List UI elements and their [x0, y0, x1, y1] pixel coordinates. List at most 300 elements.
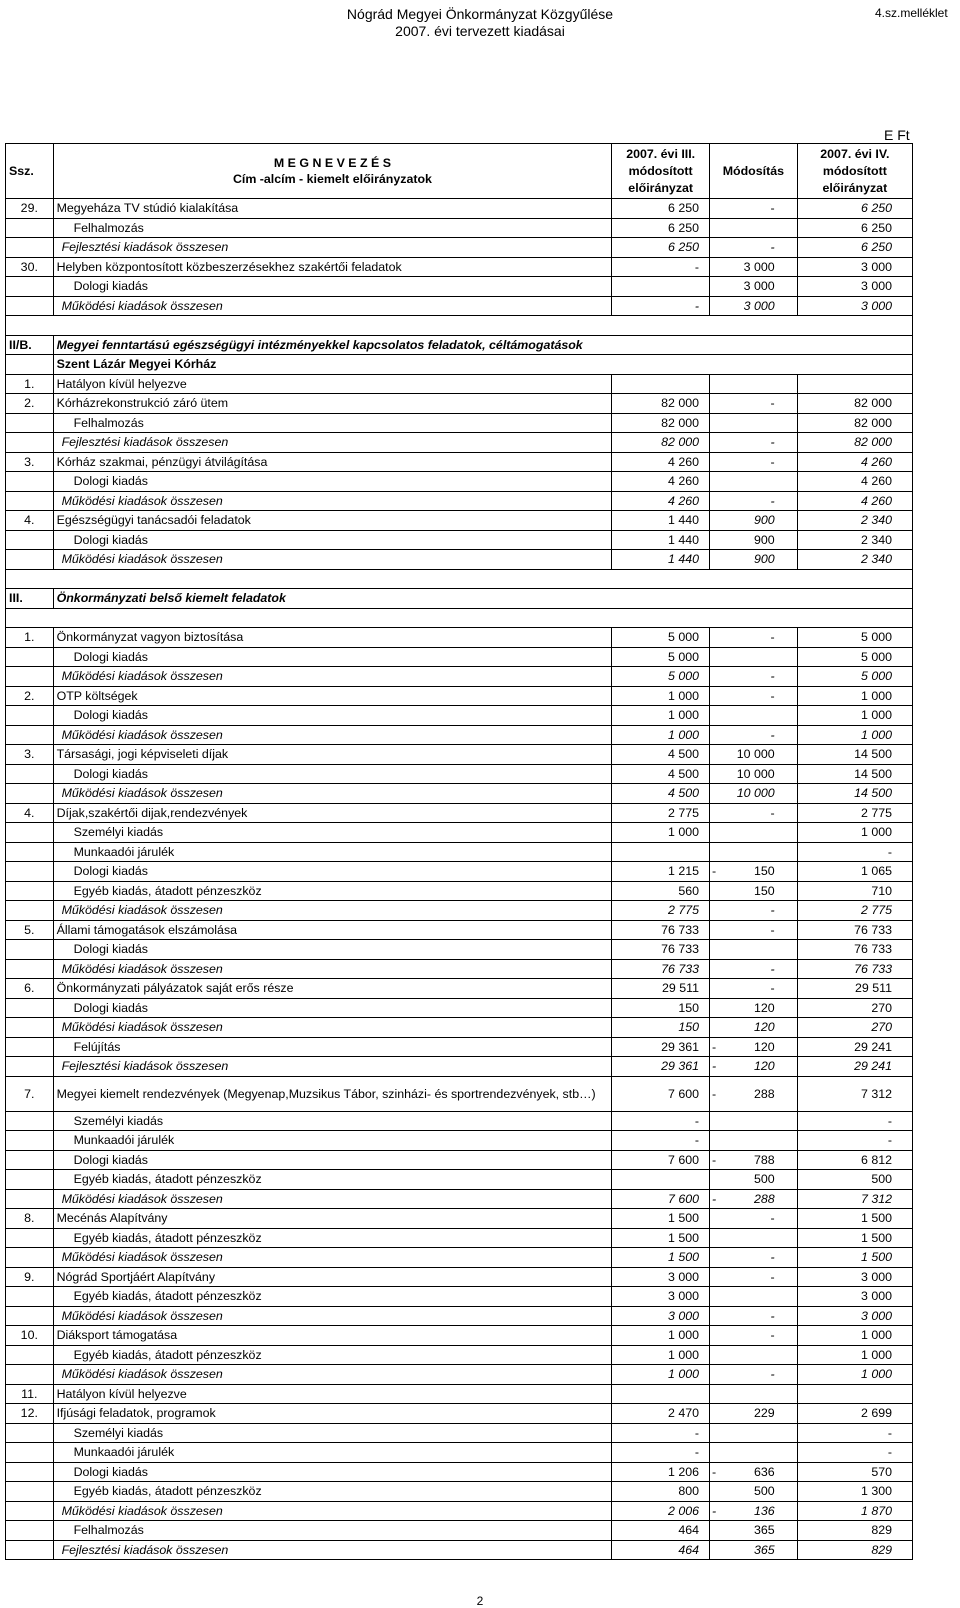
- item-name: Munkaadói járulék: [53, 1443, 612, 1463]
- item-name: Működési kiadások összesen: [53, 725, 612, 745]
- value-prev-estimate: 7 600: [612, 1150, 710, 1170]
- value-new-estimate: 3 000: [797, 277, 912, 297]
- value-prev-estimate: 5 000: [612, 647, 710, 667]
- value-prev-estimate: 1 000: [612, 823, 710, 843]
- modification-sign: -: [710, 1501, 728, 1521]
- subtotal-row: [6, 1365, 913, 1385]
- row-number: [6, 277, 54, 297]
- item-row: [6, 394, 913, 414]
- row-number: [6, 940, 54, 960]
- item-name: Önkormányzati pályázatok saját erős része: [53, 979, 612, 999]
- row-number: [6, 1131, 54, 1151]
- value-modification: 900: [727, 511, 797, 531]
- value-modification: -: [727, 979, 797, 999]
- row-number: [6, 881, 54, 901]
- item-row: [6, 1209, 913, 1229]
- section-header-row: [6, 589, 913, 609]
- modification-sign: [710, 1170, 728, 1190]
- item-name: Felhalmozás: [53, 218, 612, 238]
- modification-sign: [710, 803, 728, 823]
- value-new-estimate: 1 000: [797, 1326, 912, 1346]
- modification-sign: [710, 1267, 728, 1287]
- item-name: Helyben központosított közbeszerzésekhez szakértői feladatok: [53, 257, 612, 277]
- value-new-estimate: 1 000: [797, 1365, 912, 1385]
- modification-sign: [710, 1384, 728, 1404]
- modification-sign: [710, 1209, 728, 1229]
- subtotal-row: [6, 238, 913, 258]
- row-number: 3.: [6, 745, 54, 765]
- item-name: Személyi kiadás: [53, 1423, 612, 1443]
- row-number: [6, 1057, 54, 1077]
- item-row: [6, 1267, 913, 1287]
- modification-sign: [710, 1345, 728, 1365]
- subtotal-row: [6, 667, 913, 687]
- modification-sign: -: [710, 1057, 728, 1077]
- value-modification: 900: [727, 550, 797, 570]
- subtotal-row: [6, 550, 913, 570]
- column-header-prev-estimate: [612, 144, 710, 199]
- value-prev-estimate: 1 000: [612, 706, 710, 726]
- value-new-estimate: 1 500: [797, 1228, 912, 1248]
- value-new-estimate: [797, 374, 912, 394]
- value-new-estimate: 76 733: [797, 940, 912, 960]
- modification-sign: -: [710, 1037, 728, 1057]
- value-prev-estimate: -: [612, 1443, 710, 1463]
- header-line: módosított: [822, 163, 887, 178]
- spacer-row: [6, 569, 913, 589]
- value-modification: -: [727, 394, 797, 414]
- item-name: Dologi kiadás: [53, 862, 612, 882]
- modification-sign: [710, 1131, 728, 1151]
- value-modification: 500: [727, 1482, 797, 1502]
- item-name: Személyi kiadás: [53, 1111, 612, 1131]
- subtotal-row: [6, 1540, 913, 1560]
- item-name: Dologi kiadás: [53, 1462, 612, 1482]
- item-name: Működési kiadások összesen: [53, 667, 612, 687]
- modification-sign: [710, 530, 728, 550]
- value-prev-estimate: 800: [612, 1482, 710, 1502]
- value-new-estimate: 1 000: [797, 686, 912, 706]
- row-number: [6, 472, 54, 492]
- item-name: Állami támogatások elszámolása: [53, 920, 612, 940]
- value-new-estimate: 1 300: [797, 1482, 912, 1502]
- item-name: Díjak,szakértői dijak,rendezvények: [53, 803, 612, 823]
- value-prev-estimate: 4 260: [612, 491, 710, 511]
- header-line: módosított: [628, 163, 693, 178]
- document-subtitle: 2007. évi tervezett kiadásai: [395, 23, 565, 39]
- item-name: Fejlesztési kiadások összesen: [53, 433, 612, 453]
- subtotal-row: [6, 1306, 913, 1326]
- subtotal-row: [6, 784, 913, 804]
- section-number: [6, 355, 54, 375]
- row-number: 7.: [6, 1076, 54, 1111]
- row-number: [6, 1248, 54, 1268]
- modification-sign: -: [710, 1076, 728, 1111]
- modification-sign: [710, 394, 728, 414]
- row-number: [6, 901, 54, 921]
- value-prev-estimate: 1 500: [612, 1228, 710, 1248]
- column-header-ssz: Ssz.: [6, 144, 54, 199]
- section-header-row: [6, 355, 913, 375]
- modification-sign: [710, 413, 728, 433]
- row-number: [6, 530, 54, 550]
- item-row: [6, 745, 913, 765]
- value-prev-estimate: 1 440: [612, 530, 710, 550]
- value-modification: 3 000: [727, 296, 797, 316]
- value-modification: -: [727, 238, 797, 258]
- value-new-estimate: 4 260: [797, 452, 912, 472]
- value-prev-estimate: 2 775: [612, 901, 710, 921]
- column-header-modification: Módosítás: [710, 144, 798, 199]
- line-item-row: [6, 862, 913, 882]
- value-modification: -: [727, 901, 797, 921]
- line-item-row: [6, 1462, 913, 1482]
- value-modification: -: [727, 686, 797, 706]
- value-prev-estimate: 76 733: [612, 940, 710, 960]
- value-prev-estimate: -: [612, 1423, 710, 1443]
- value-new-estimate: 3 000: [797, 1287, 912, 1307]
- item-row: [6, 920, 913, 940]
- line-item-row: [6, 1521, 913, 1541]
- value-prev-estimate: [612, 1170, 710, 1190]
- value-prev-estimate: 4 260: [612, 452, 710, 472]
- value-modification: [727, 1228, 797, 1248]
- modification-sign: [710, 725, 728, 745]
- item-name: Működési kiadások összesen: [53, 1248, 612, 1268]
- item-name: Hatályon kívül helyezve: [53, 374, 612, 394]
- item-name: Megyei kiemelt rendezvények (Megyenap,Muzsikus Tábor, szinházi- és sportrendezvények, stb…): [53, 1076, 612, 1111]
- value-new-estimate: 3 000: [797, 257, 912, 277]
- item-name: Egészségügyi tanácsadói feladatok: [53, 511, 612, 531]
- row-number: [6, 1540, 54, 1560]
- modification-sign: [710, 1540, 728, 1560]
- value-prev-estimate: 6 250: [612, 238, 710, 258]
- value-modification: 365: [727, 1521, 797, 1541]
- value-new-estimate: 5 000: [797, 647, 912, 667]
- value-modification: 120: [727, 1057, 797, 1077]
- value-modification: -: [727, 433, 797, 453]
- value-modification: 3 000: [727, 257, 797, 277]
- item-name: Dologi kiadás: [53, 530, 612, 550]
- item-name: Dologi kiadás: [53, 706, 612, 726]
- modification-sign: [710, 940, 728, 960]
- item-name: Fejlesztési kiadások összesen: [53, 1540, 612, 1560]
- value-modification: [727, 1384, 797, 1404]
- item-name: Működési kiadások összesen: [53, 1306, 612, 1326]
- value-new-estimate: 2 775: [797, 803, 912, 823]
- row-number: [6, 998, 54, 1018]
- value-prev-estimate: 7 600: [612, 1076, 710, 1111]
- value-new-estimate: 29 511: [797, 979, 912, 999]
- value-modification: -: [727, 199, 797, 219]
- table-header-row: [6, 144, 913, 199]
- value-new-estimate: 82 000: [797, 433, 912, 453]
- value-modification: [727, 823, 797, 843]
- value-new-estimate: 1 000: [797, 725, 912, 745]
- modification-sign: [710, 1306, 728, 1326]
- value-new-estimate: 270: [797, 998, 912, 1018]
- row-number: [6, 862, 54, 882]
- modification-sign: [710, 433, 728, 453]
- item-row: [6, 1076, 913, 1111]
- value-prev-estimate: 1 000: [612, 1326, 710, 1346]
- value-modification: [727, 1423, 797, 1443]
- item-row: [6, 452, 913, 472]
- value-prev-estimate: [612, 374, 710, 394]
- value-modification: 288: [727, 1189, 797, 1209]
- row-number: [6, 1443, 54, 1463]
- modification-sign: [710, 784, 728, 804]
- value-new-estimate: 1 870: [797, 1501, 912, 1521]
- modification-sign: -: [710, 1462, 728, 1482]
- value-modification: 136: [727, 1501, 797, 1521]
- line-item-row: [6, 940, 913, 960]
- value-new-estimate: 2 340: [797, 530, 912, 550]
- modification-sign: [710, 1228, 728, 1248]
- value-modification: 10 000: [727, 764, 797, 784]
- item-name: Munkaadói járulék: [53, 1131, 612, 1151]
- modification-sign: [710, 374, 728, 394]
- value-new-estimate: 76 733: [797, 920, 912, 940]
- line-item-row: [6, 647, 913, 667]
- row-number: [6, 1111, 54, 1131]
- modification-sign: [710, 959, 728, 979]
- value-new-estimate: -: [797, 842, 912, 862]
- column-header-title: M E G N E V E Z É S: [273, 156, 391, 170]
- item-name: Dologi kiadás: [53, 764, 612, 784]
- modification-sign: [710, 452, 728, 472]
- modification-sign: [710, 472, 728, 492]
- value-prev-estimate: 4 500: [612, 764, 710, 784]
- item-name: Dologi kiadás: [53, 1150, 612, 1170]
- item-name: Munkaadói járulék: [53, 842, 612, 862]
- item-name: Egyéb kiadás, átadott pénzeszköz: [53, 1287, 612, 1307]
- modification-sign: [710, 550, 728, 570]
- value-modification: 120: [727, 1037, 797, 1057]
- modification-sign: [710, 511, 728, 531]
- value-prev-estimate: 150: [612, 998, 710, 1018]
- value-modification: 120: [727, 1018, 797, 1038]
- item-name: Felhalmozás: [53, 413, 612, 433]
- item-name: Fejlesztési kiadások összesen: [53, 238, 612, 258]
- value-new-estimate: 4 260: [797, 491, 912, 511]
- row-number: [6, 784, 54, 804]
- modification-sign: [710, 1482, 728, 1502]
- subtotal-row: [6, 725, 913, 745]
- row-number: 2.: [6, 686, 54, 706]
- value-new-estimate: 1 000: [797, 823, 912, 843]
- item-row: [6, 374, 913, 394]
- line-item-row: [6, 1482, 913, 1502]
- row-number: 10.: [6, 1326, 54, 1346]
- modification-sign: -: [710, 1189, 728, 1209]
- table-body: [6, 199, 913, 1560]
- modification-sign: [710, 979, 728, 999]
- value-modification: -: [727, 667, 797, 687]
- row-number: [6, 1365, 54, 1385]
- organization-title: Nógrád Megyei Önkormányzat Közgyűlése: [346, 6, 614, 22]
- modification-sign: [710, 296, 728, 316]
- value-modification: 10 000: [727, 784, 797, 804]
- item-name: Dologi kiadás: [53, 647, 612, 667]
- line-item-row: [6, 472, 913, 492]
- row-number: [6, 647, 54, 667]
- item-name: Működési kiadások összesen: [53, 784, 612, 804]
- value-new-estimate: 1 000: [797, 706, 912, 726]
- item-name: Diáksport támogatása: [53, 1326, 612, 1346]
- row-number: [6, 1287, 54, 1307]
- value-new-estimate: 7 312: [797, 1189, 912, 1209]
- value-prev-estimate: 82 000: [612, 433, 710, 453]
- line-item-row: [6, 530, 913, 550]
- value-new-estimate: 29 241: [797, 1057, 912, 1077]
- value-prev-estimate: 1 440: [612, 511, 710, 531]
- value-prev-estimate: 29 361: [612, 1057, 710, 1077]
- section-number: II/B.: [6, 335, 54, 355]
- line-item-row: [6, 1111, 913, 1131]
- modification-sign: [710, 1287, 728, 1307]
- row-number: [6, 1521, 54, 1541]
- item-name: Felújítás: [53, 1037, 612, 1057]
- modification-sign: [710, 901, 728, 921]
- item-name: Felhalmozás: [53, 1521, 612, 1541]
- modification-sign: [710, 1248, 728, 1268]
- modification-sign: [710, 706, 728, 726]
- value-prev-estimate: 1 440: [612, 550, 710, 570]
- value-prev-estimate: 4 500: [612, 784, 710, 804]
- value-prev-estimate: -: [612, 1111, 710, 1131]
- row-number: [6, 725, 54, 745]
- line-item-row: [6, 1037, 913, 1057]
- subtotal-row: [6, 296, 913, 316]
- row-number: 11.: [6, 1384, 54, 1404]
- value-modification: -: [727, 920, 797, 940]
- value-new-estimate: 14 500: [797, 745, 912, 765]
- row-number: [6, 1501, 54, 1521]
- value-modification: 900: [727, 530, 797, 550]
- value-new-estimate: 1 000: [797, 1345, 912, 1365]
- subtotal-row: [6, 1189, 913, 1209]
- value-new-estimate: -: [797, 1443, 912, 1463]
- value-modification: [727, 1131, 797, 1151]
- modification-sign: [710, 1423, 728, 1443]
- subtotal-row: [6, 1018, 913, 1038]
- value-new-estimate: 3 000: [797, 1267, 912, 1287]
- value-prev-estimate: 3 000: [612, 1306, 710, 1326]
- value-new-estimate: 6 250: [797, 199, 912, 219]
- item-name: Kórházrekonstrukció záró ütem: [53, 394, 612, 414]
- value-new-estimate: -: [797, 1111, 912, 1131]
- value-prev-estimate: 4 500: [612, 745, 710, 765]
- row-number: [6, 706, 54, 726]
- line-item-row: [6, 1423, 913, 1443]
- subtotal-row: [6, 901, 913, 921]
- row-number: [6, 667, 54, 687]
- modification-sign: [710, 199, 728, 219]
- value-modification: [727, 218, 797, 238]
- value-new-estimate: 29 241: [797, 1037, 912, 1057]
- value-prev-estimate: 2 470: [612, 1404, 710, 1424]
- item-name: Működési kiadások összesen: [53, 1189, 612, 1209]
- value-modification: 150: [727, 862, 797, 882]
- section-title: Szent Lázár Megyei Kórház: [53, 355, 912, 375]
- row-number: [6, 413, 54, 433]
- item-name: Működési kiadások összesen: [53, 959, 612, 979]
- item-name: Dologi kiadás: [53, 277, 612, 297]
- value-new-estimate: 4 260: [797, 472, 912, 492]
- value-prev-estimate: 1 500: [612, 1248, 710, 1268]
- header-line: 2007. évi IV.: [820, 146, 890, 161]
- value-modification: [727, 647, 797, 667]
- row-number: 29.: [6, 199, 54, 219]
- modification-sign: [710, 238, 728, 258]
- item-row: [6, 257, 913, 277]
- subtotal-row: [6, 1248, 913, 1268]
- header-line: előirányzat: [628, 180, 694, 195]
- value-new-estimate: 14 500: [797, 764, 912, 784]
- line-item-row: [6, 764, 913, 784]
- subtotal-row: [6, 491, 913, 511]
- value-new-estimate: 1 065: [797, 862, 912, 882]
- value-prev-estimate: 1 000: [612, 1365, 710, 1385]
- value-new-estimate: 710: [797, 881, 912, 901]
- row-number: 2.: [6, 394, 54, 414]
- line-item-row: [6, 842, 913, 862]
- value-modification: 150: [727, 881, 797, 901]
- value-new-estimate: 82 000: [797, 394, 912, 414]
- row-number: 9.: [6, 1267, 54, 1287]
- line-item-row: [6, 1345, 913, 1365]
- item-name: Dologi kiadás: [53, 998, 612, 1018]
- value-modification: 500: [727, 1170, 797, 1190]
- item-name: Kórház szakmai, pénzügyi átvilágítása: [53, 452, 612, 472]
- value-new-estimate: 14 500: [797, 784, 912, 804]
- row-number: 3.: [6, 452, 54, 472]
- value-modification: -: [727, 1267, 797, 1287]
- section-title: Önkormányzati belső kiemelt feladatok: [53, 589, 912, 609]
- spacer-cell: [6, 316, 913, 336]
- value-prev-estimate: 560: [612, 881, 710, 901]
- modification-sign: [710, 1404, 728, 1424]
- value-prev-estimate: 2 006: [612, 1501, 710, 1521]
- modification-sign: [710, 998, 728, 1018]
- value-new-estimate: 2 340: [797, 550, 912, 570]
- value-prev-estimate: 6 250: [612, 199, 710, 219]
- modification-sign: [710, 277, 728, 297]
- row-number: 1.: [6, 374, 54, 394]
- row-number: [6, 1306, 54, 1326]
- value-new-estimate: 570: [797, 1462, 912, 1482]
- line-item-row: [6, 413, 913, 433]
- value-prev-estimate: 150: [612, 1018, 710, 1038]
- value-new-estimate: 82 000: [797, 413, 912, 433]
- value-modification: 636: [727, 1462, 797, 1482]
- item-name: Egyéb kiadás, átadott pénzeszköz: [53, 1170, 612, 1190]
- row-number: 30.: [6, 257, 54, 277]
- row-number: [6, 491, 54, 511]
- value-modification: -: [727, 628, 797, 648]
- line-item-row: [6, 1170, 913, 1190]
- item-name: Dologi kiadás: [53, 940, 612, 960]
- item-row: [6, 803, 913, 823]
- section-title: Megyei fenntartású egészségügyi intézményekkel kapcsolatos feladatok, céltámogatások: [53, 335, 912, 355]
- page-header: [0, 6, 960, 40]
- value-new-estimate: 270: [797, 1018, 912, 1038]
- value-modification: [727, 1111, 797, 1131]
- modification-sign: [710, 1443, 728, 1463]
- subtotal-row: [6, 959, 913, 979]
- item-name: Működési kiadások összesen: [53, 550, 612, 570]
